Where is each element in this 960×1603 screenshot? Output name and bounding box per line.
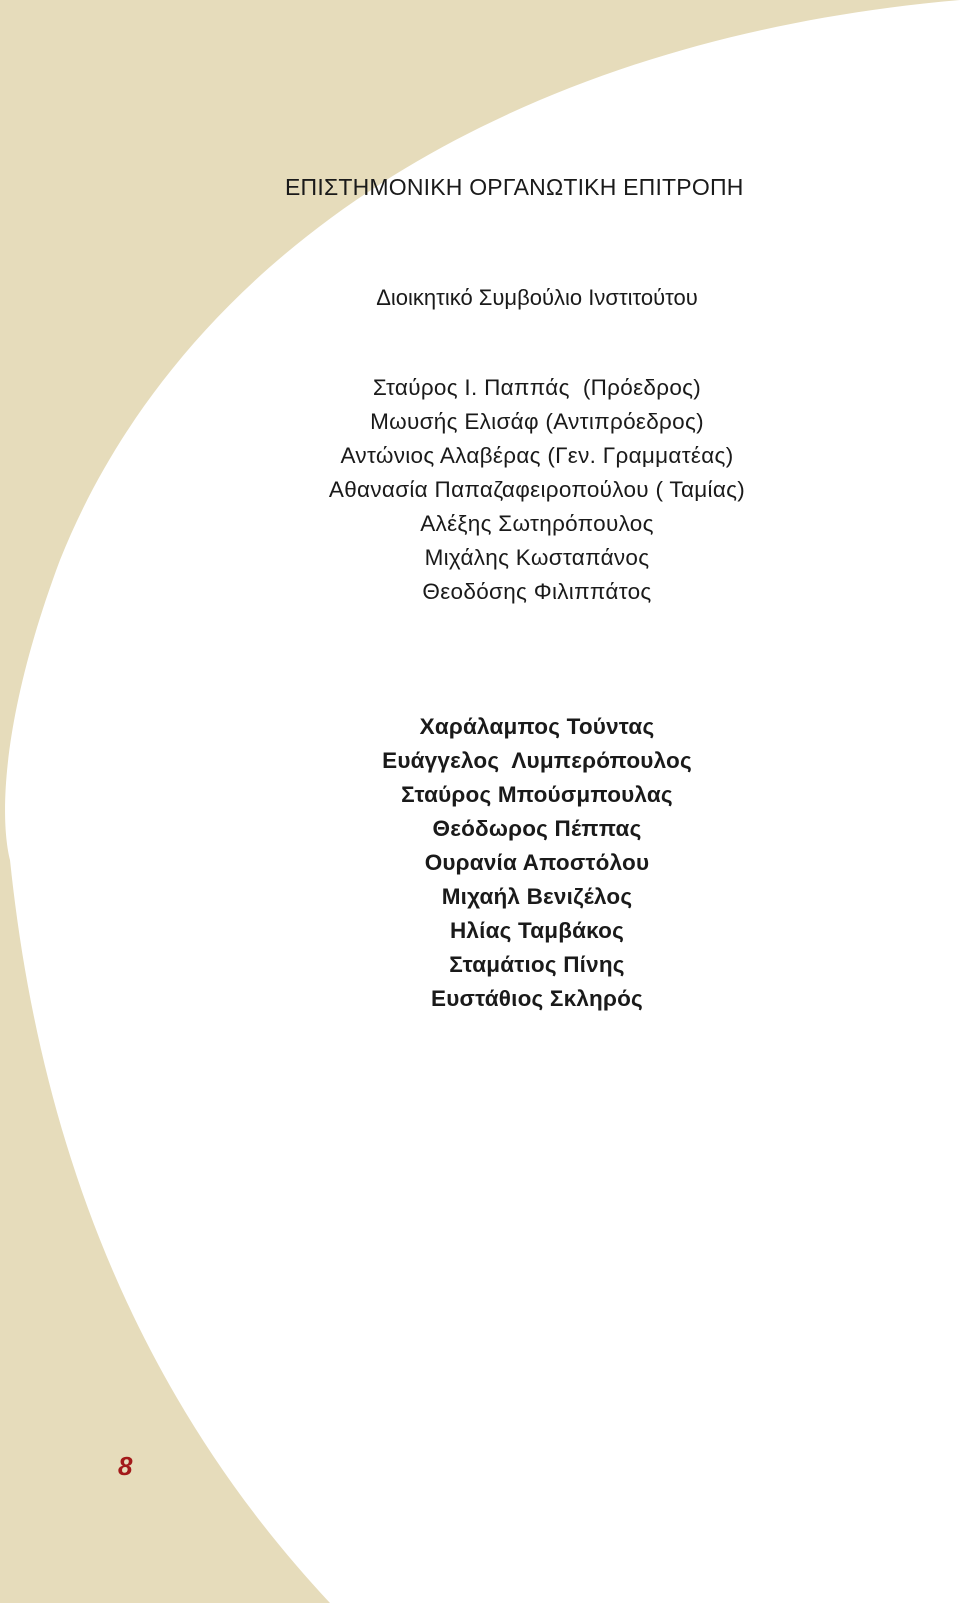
board-member-list — [0, 371, 960, 609]
board-member: Αντώνιος Αλαβέρας (Γεν. Γραμματέας) — [340, 443, 734, 468]
board-member: Μιχάλης Κωσταπάνος — [424, 545, 650, 570]
committee-member: Σταμάτιος Πίνης — [449, 952, 625, 977]
page-number: 8 — [118, 1451, 133, 1481]
board-member: Μωυσής Ελισάφ (Αντιπρόεδρος) — [370, 409, 704, 434]
committee-member: Σταύρος Μπούσμπουλας — [401, 782, 673, 807]
committee-member: Ευάγγελος Λυμπερόπουλος — [382, 748, 692, 773]
board-member: Αλέξης Σωτηρόπουλος — [420, 511, 654, 536]
board-member: Αθανασία Παπαζαφειροπούλου ( Ταμίας) — [328, 477, 746, 502]
committee-member-list — [0, 710, 960, 1016]
board-member: Θεοδόσης Φιλιππάτος — [422, 579, 652, 604]
committee-member: Ευστάθιος Σκληρός — [431, 986, 643, 1011]
committee-member: Ουρανία Αποστόλου — [424, 850, 650, 875]
committee-member: Μιχαήλ Βενιζέλος — [441, 884, 633, 909]
committee-member: Ηλίας Ταμβάκος — [449, 918, 625, 943]
committee-title: ΕΠΙΣΤΗΜΟΝΙΚΗ ΟΡΓΑΝΩΤΙΚΗ ΕΠΙΤΡΟΠΗ — [285, 174, 744, 200]
committee-member: Θεόδωρος Πέππας — [432, 816, 642, 841]
committee-member: Χαράλαμπος Τούντας — [419, 714, 655, 739]
board-heading: Διοικητικό Συμβούλιο Ινστιτούτου — [376, 285, 698, 310]
board-member: Σταύρος Ι. Παππάς (Πρόεδρος) — [372, 375, 702, 400]
